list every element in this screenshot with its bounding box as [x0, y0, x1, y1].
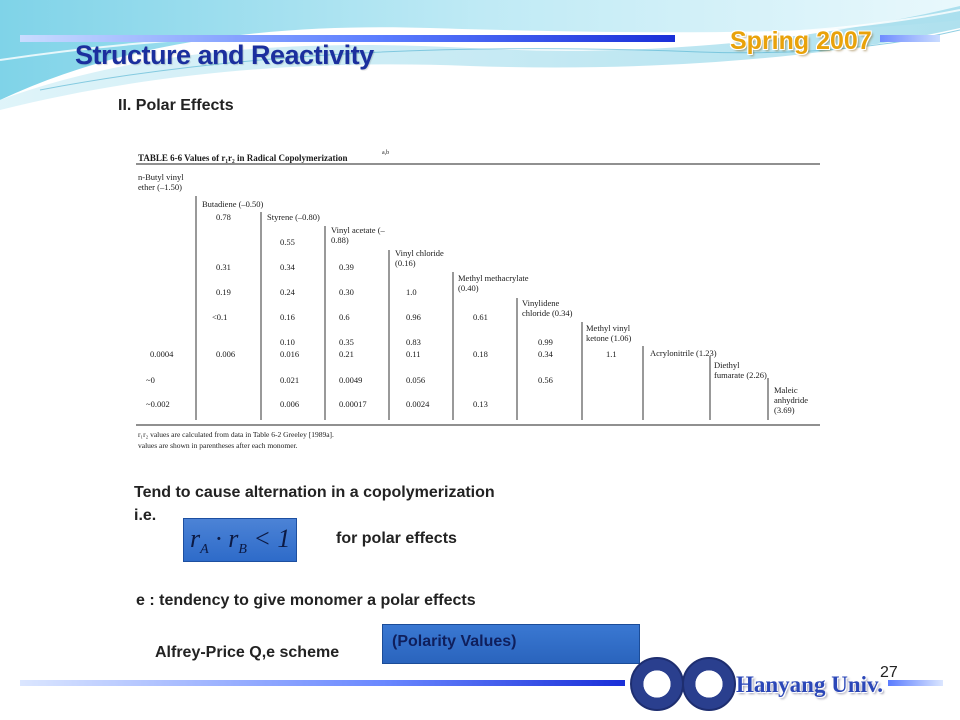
table-footnote-b: values are shown in parentheses after each monomer.	[138, 441, 298, 450]
monomer-methyl-methacrylate: Methyl methacrylate (0.40)	[458, 273, 529, 293]
table-cell: 0.30	[339, 287, 354, 297]
ie-label: i.e.	[134, 507, 157, 524]
table-cell: 0.61	[473, 312, 488, 322]
table-cell: 1.0	[406, 287, 417, 297]
table-cell: 0.10	[280, 337, 295, 347]
table-cell: <0.1	[212, 312, 228, 322]
e-definition: e : tendency to give monomer a polar effects	[136, 592, 476, 609]
table-cell: 0.006	[216, 349, 236, 359]
table-cell: 0.11	[406, 349, 421, 359]
university-name: Hanyang Univ.	[736, 672, 883, 697]
table-rules	[130, 150, 830, 455]
page-number: 27	[880, 664, 898, 681]
formula-product: $r_A \cdot r_B < 1$	[190, 524, 291, 558]
table-cell: 0.18	[473, 349, 488, 359]
table-cell: ~0	[146, 375, 155, 385]
monomer-maleic-anhydride: Maleic anhydride (3.69)	[774, 385, 808, 415]
monomer-vinyl-acetate: Vinyl acetate (–0.88)	[331, 225, 385, 245]
term-label: Spring 2007	[730, 27, 872, 55]
table-cell: 0.0049	[339, 375, 363, 385]
monomer-diethyl-fumarate: Diethyl fumarate (2.26)	[714, 360, 767, 380]
table-cell: 0.56	[538, 375, 553, 385]
table-cell: 0.78	[216, 212, 231, 222]
table-cell: 0.016	[280, 349, 300, 359]
table-cell: 0.056	[406, 375, 426, 385]
alternation-statement: Tend to cause alternation in a copolymerization	[134, 484, 495, 501]
slide-title: Structure and Reactivity	[75, 40, 374, 70]
table-cell: 0.6	[339, 312, 350, 322]
table-cell: 0.24	[280, 287, 295, 297]
monomer-vinylidene-chloride: Vinylidene chloride (0.34)	[522, 298, 573, 318]
table-footnote-a: r₁r₂ values are calculated from data in Table 6-2 Greeley [1989a].	[138, 430, 334, 439]
polarity-values-label: (Polarity Values)	[392, 633, 517, 650]
table-caption-superscript: a,b	[382, 150, 390, 156]
table-cell: 0.34	[538, 349, 553, 359]
table-caption: TABLE 6-6 Values of r₁r₂ in Radical Copolymerization	[138, 153, 348, 163]
table-cell: 0.021	[280, 375, 300, 385]
section-heading: II. Polar Effects	[118, 97, 234, 114]
table-cell: 0.34	[280, 262, 295, 272]
table-cell: 0.35	[339, 337, 354, 347]
footer-rule-left	[20, 680, 625, 686]
table-cell: 0.19	[216, 287, 231, 297]
header-rule-right	[880, 35, 940, 42]
table-cell: 0.00017	[339, 399, 367, 409]
table-cell: 1.1	[606, 349, 617, 359]
table-cell: 0.13	[473, 399, 488, 409]
table-cell: 0.83	[406, 337, 421, 347]
monomer-styrene: Styrene (–0.80)	[267, 212, 320, 222]
copolymerization-table-image	[130, 150, 830, 455]
university-seal-icon	[682, 657, 736, 711]
table-cell: 0.0004	[150, 349, 174, 359]
table-cell: ~0.002	[146, 399, 170, 409]
table-cell: 0.0024	[406, 399, 430, 409]
table-cell: 0.21	[339, 349, 354, 359]
monomer-butadiene: Butadiene (–0.50)	[202, 199, 264, 209]
monomer-vinyl-chloride: Vinyl chloride (0.16)	[395, 248, 444, 268]
university-seal-icon	[630, 657, 684, 711]
table-cell: 0.39	[339, 262, 354, 272]
table-cell: 0.31	[216, 262, 231, 272]
table-cell: 0.99	[538, 337, 553, 347]
monomer-methyl-vinyl-ketone: Methyl vinyl ketone (1.06)	[586, 323, 632, 343]
formula-note: for polar effects	[336, 530, 457, 547]
table-cell: 0.55	[280, 237, 295, 247]
table-cell: 0.006	[280, 399, 300, 409]
monomer-acrylonitrile: Acrylonitrile (1.23)	[650, 348, 717, 358]
monomer-n-butyl-vinyl-ether: n-Butyl vinyl ether (–1.50)	[138, 172, 184, 192]
table-cell: 0.96	[406, 312, 421, 322]
table-cell: 0.16	[280, 312, 295, 322]
alfrey-price-scheme: Alfrey-Price Q,e scheme	[155, 644, 340, 661]
